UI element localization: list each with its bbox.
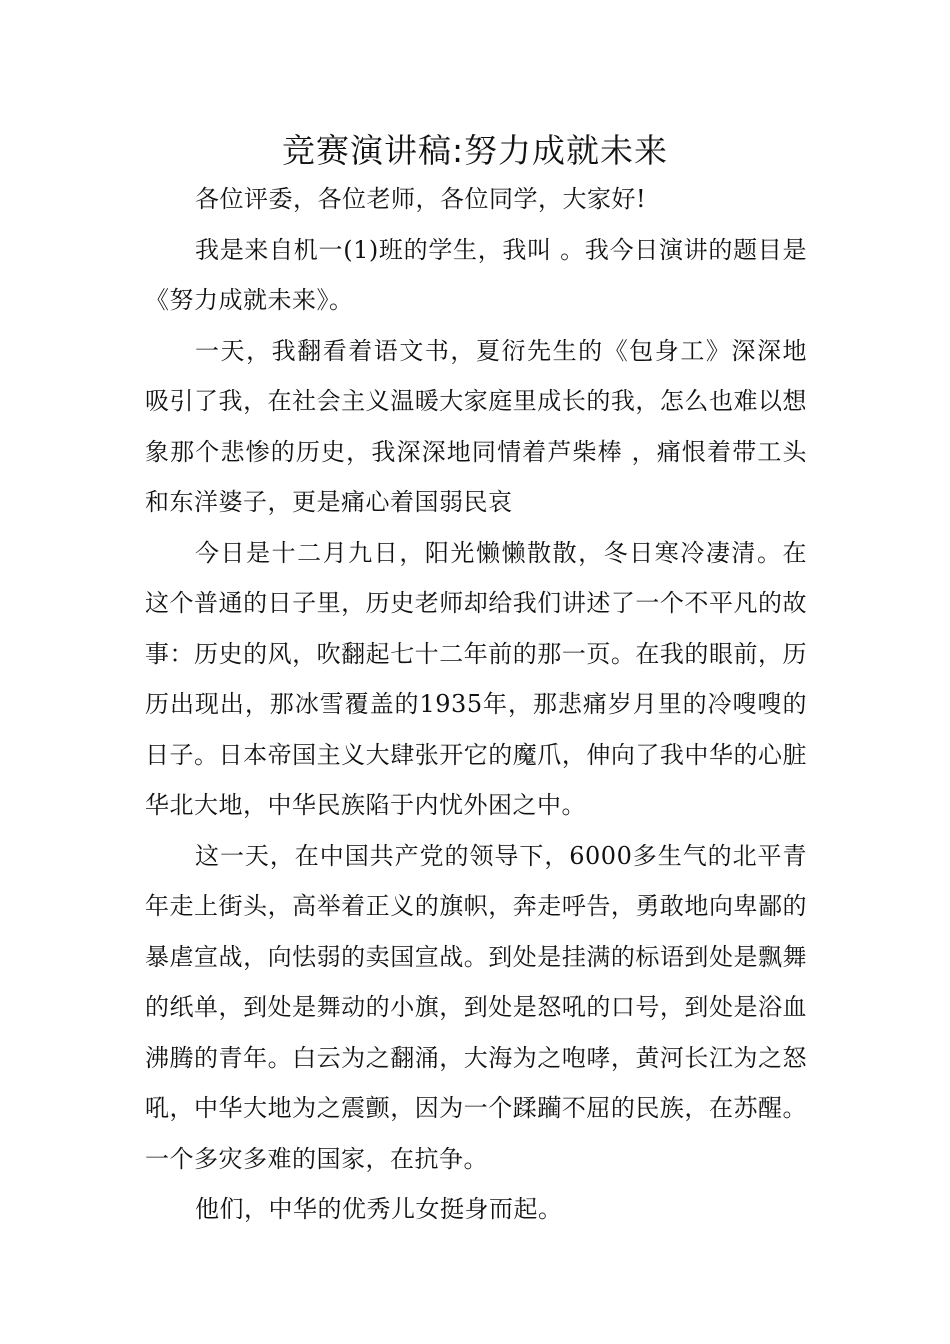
paragraph-introduction: 我是来自机一(1)班的学生，我叫 。我今日演讲的题目是《努力成就未来》。 <box>145 235 807 314</box>
document-body <box>145 174 807 1235</box>
document-title: 竞赛演讲稿:努力成就未来 <box>281 131 669 170</box>
paragraph-reading: 一天，我翻看着语文书，夏衍先生的《包身工》深深地吸引了我，在社会主义温暖大家庭里成长的我，怎么也难以想象那个悲惨的历史，我深深地同情着芦柴棒 ，痛恨着带工头和东洋婆子，更是痛心着国弱民哀 <box>145 336 807 516</box>
paragraph-closing: 他们，中华的优秀儿女挺身而起。 <box>195 1195 563 1223</box>
paragraph-movement: 这一天，在中国共产党的领导下，6000多生气的北平青年走上街头，高举着正义的旗帜，奔走呼告，勇敢地向卑鄙的暴虐宣战，向怯弱的卖国宣战。到处是挂满的标语到处是飘舞的纸单，到处是舞动的小旗，到处是怒吼的口号，到处是浴血沸腾的青年。白云为之翻涌，大海为之咆哮，黄河长江为之怒吼，中华大地为之震颤，因为一个蹂躏不屈的民族，在苏醒。一个多灾多难的国家，在抗争。 <box>145 841 807 1173</box>
paragraph-history: 今日是十二月九日，阳光懒懒散散，冬日寒冷凄清。在这个普通的日子里，历史老师却给我们讲述了一个不平凡的故事：历史的风，吹翻起七十二年前的那一页。在我的眼前，历历出现出，那冰雪覆盖的1935年，那悲痛岁月里的冷嗖嗖的日子。日本帝国主义大肆张开它的魔爪，伸向了我中华的心脏华北大地，中华民族陷于内忧外困之中。 <box>145 538 807 819</box>
paragraph-greeting: 各位评委，各位老师，各位同学，大家好! <box>195 185 647 213</box>
